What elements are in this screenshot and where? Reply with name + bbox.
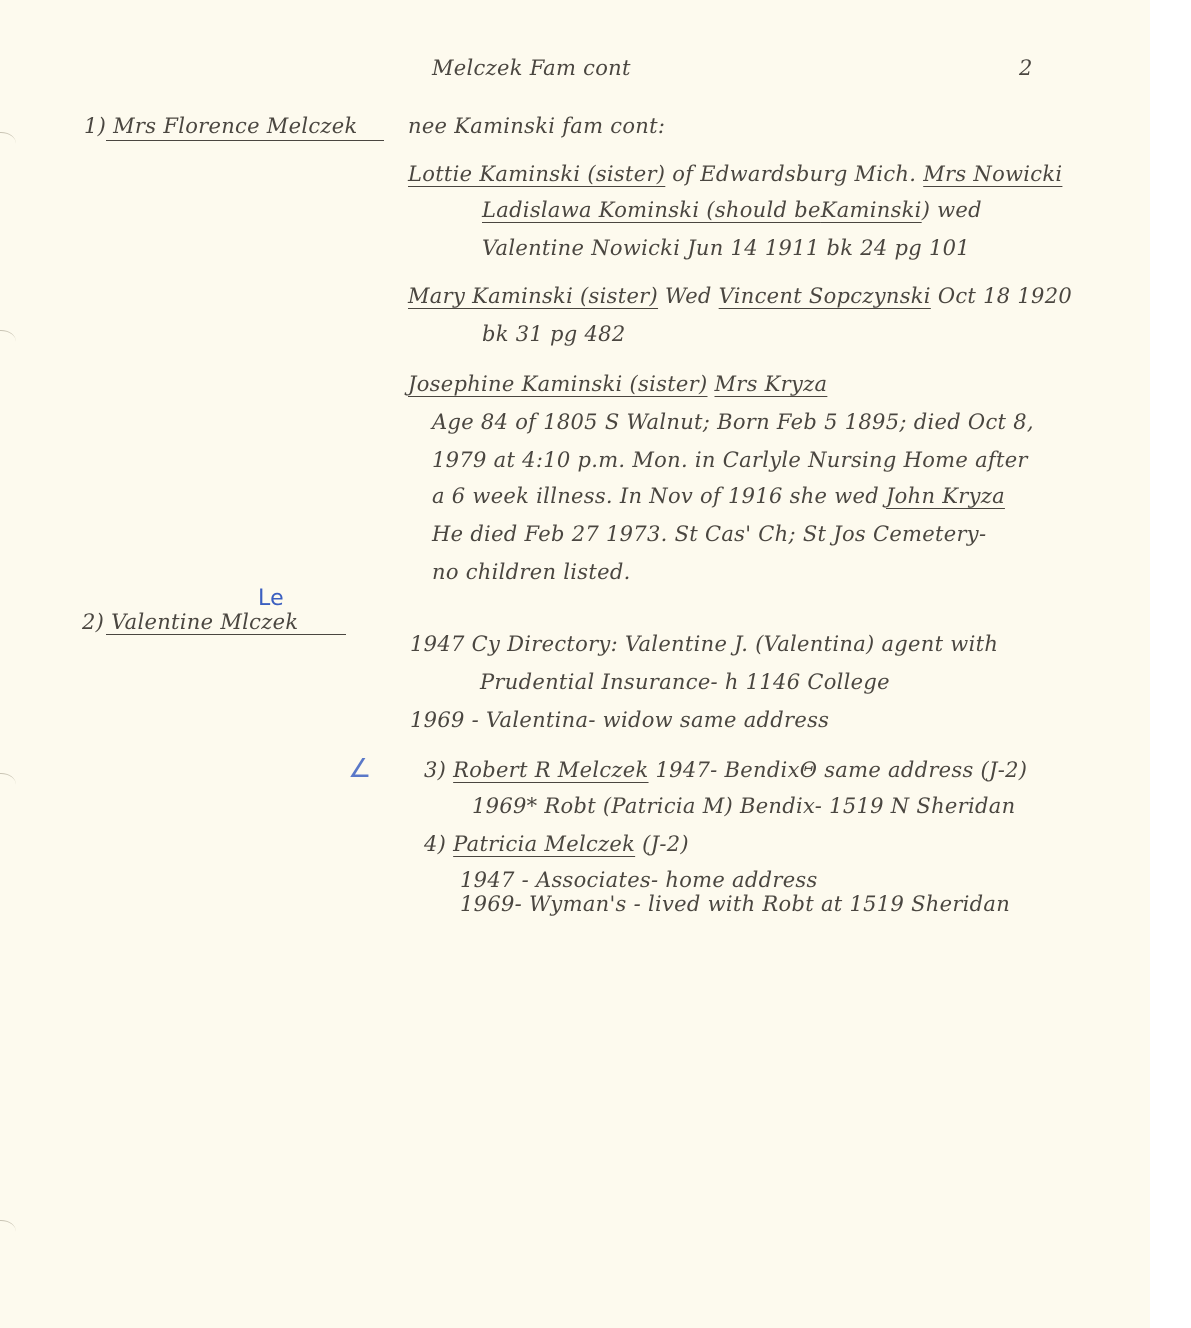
lottie-line3: Valentine Nowicki Jun 14 1911 bk 24 pg 101: [482, 236, 970, 260]
josephine-line: He died Feb 27 1973. St Cas' Ch; St Jos Cemetery-: [432, 522, 987, 546]
entry4-number: 4): [424, 832, 447, 856]
lottie-line1: [408, 164, 1062, 185]
entry3-line2: 1969* Robt (Patricia M) Bendix- 1519 N Sheridan: [472, 794, 1016, 818]
josephine-name: Josephine Kaminski (sister): [408, 372, 708, 396]
heading-underline: [106, 634, 346, 635]
lottie-line2-b: Kaminski: [820, 198, 922, 222]
handwritten-correction: Le: [258, 586, 285, 611]
entry2-heading-prefix: 2) Valentine M: [82, 610, 243, 634]
entry4-code: (J-2): [642, 832, 689, 856]
josephine-line: 1979 at 4:10 p.m. Mon. in Carlyle Nursing Home after: [432, 448, 1028, 472]
mary-wed: Wed: [665, 284, 712, 308]
heading-underline: [106, 140, 384, 141]
josephine-married-name: Mrs Kryza: [714, 372, 828, 396]
binder-hole: [0, 1220, 16, 1243]
binder-hole: [0, 330, 16, 353]
entry2-line: 1947 Cy Directory: Valentine J. (Valentina) agent with: [410, 632, 999, 656]
entry3-line1-rest: 1947- BendixΘ same address (J-2): [655, 758, 1028, 782]
mary-line1: [408, 286, 1072, 307]
entry2-heading: [82, 612, 298, 633]
entry4-line: 1969- Wyman's - lived with Robt at 1519 Sheridan: [460, 892, 1011, 916]
josephine-line: [432, 486, 1005, 507]
josephine-line-text: a 6 week illness. In Nov of 1916 she wed: [432, 484, 879, 508]
josephine-line1: [408, 374, 827, 395]
mary-date: Oct 18 1920: [937, 284, 1073, 308]
entry3-name: Robert R Melczek: [453, 758, 649, 782]
binder-hole: [0, 773, 16, 796]
entry4-line: 1947 - Associates- home address: [460, 868, 818, 892]
margin-check-mark: ∠: [348, 754, 372, 784]
page-header-title: Melczek Fam cont: [432, 56, 631, 80]
entry1-heading: 1) Mrs Florence Melczek: [84, 114, 358, 138]
lottie-name: Lottie Kaminski (sister): [408, 162, 666, 186]
josephine-line: Age 84 of 1805 S Walnut; Born Feb 5 1895; died Oct 8,: [432, 410, 1034, 434]
entry4-name: Patricia Melczek: [453, 832, 636, 856]
page-number: 2: [1019, 56, 1033, 80]
entry2-heading-suffix: lczek: [242, 610, 299, 634]
entry1-intro: nee Kaminski fam cont:: [408, 114, 666, 138]
binder-hole: [0, 132, 16, 155]
lottie-place: of Edwardsburg Mich.: [672, 162, 917, 186]
entry2-line: 1969 - Valentina- widow same address: [410, 708, 830, 732]
entry4-line1: [424, 834, 689, 855]
lottie-line2-c: ) wed: [921, 198, 982, 222]
josephine-spouse: John Kryza: [885, 484, 1005, 508]
entry3-number: 3): [424, 758, 447, 782]
mary-name: Mary Kaminski (sister): [408, 284, 659, 308]
entry3-line1: [424, 760, 1027, 781]
mary-spouse: Vincent Sopczynski: [718, 284, 931, 308]
entry2-line: Prudential Insurance- h 1146 College: [480, 670, 890, 694]
lottie-line2-a: Ladislawa Kominski (should be: [482, 198, 821, 222]
lottie-line2: [482, 200, 982, 221]
josephine-line: no children listed.: [432, 560, 631, 584]
lottie-married-name: Mrs Nowicki: [923, 162, 1063, 186]
mary-line2: bk 31 pg 482: [482, 322, 626, 346]
